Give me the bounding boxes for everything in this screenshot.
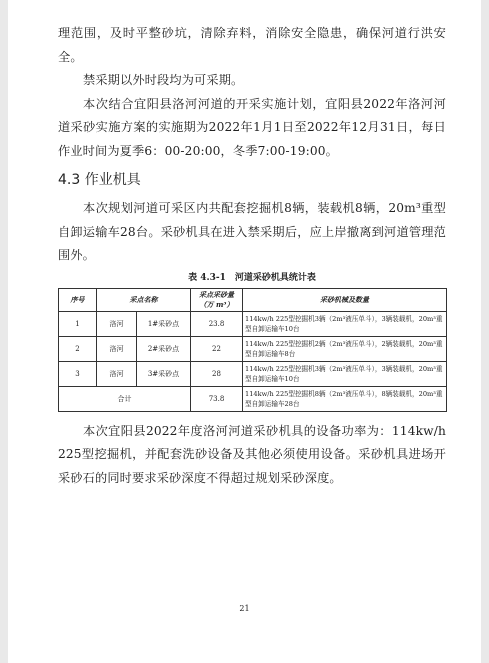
table-row	[59, 311, 447, 336]
paragraph-implementation-period: 本次结合宜阳县洛河河道的开采实施计划，宜阳县2022年洛河河道采砂实施方案的实施期为2022年1月1日至2022年12月31日，每日作业时间为夏季6：00-20:00，冬季7:00-19:00。	[58, 96, 446, 158]
cell-river: 洛河	[97, 311, 137, 336]
cell-amount: 28	[191, 361, 243, 386]
cell-point: 2#采砂点	[137, 336, 191, 361]
paragraph-scope: 理范围，及时平整砂坑，清除弃料，消除安全隐患，确保河道行洪安全。	[58, 26, 446, 64]
header-machines: 采砂机械及数量	[243, 288, 447, 311]
page-content	[58, 22, 446, 490]
section-heading: 4.3 作业机具	[58, 172, 141, 188]
cell-no: 2	[59, 336, 97, 361]
table-header-row	[59, 288, 447, 311]
table-total-row	[59, 386, 447, 411]
cell-river: 洛河	[97, 361, 137, 386]
paragraph-equipment-intro: 本次规划河道可采区内共配套挖掘机8辆，装载机8辆，20m³重型自卸运输车28台。采砂机具在进入禁采期后，应上岸撤离到河道管理范围外。	[58, 201, 446, 262]
table-row	[59, 336, 447, 361]
document-page	[8, 0, 481, 663]
cell-no: 1	[59, 311, 97, 336]
cell-machines: 114kw/h 225型挖掘机2辆（2m³液压单斗），2辆装载机，20m³重型自卸运输车8台	[243, 336, 447, 361]
cell-point: 3#采砂点	[137, 361, 191, 386]
header-point-name: 采点名称	[97, 288, 191, 311]
cell-no: 3	[59, 361, 97, 386]
cell-total-label: 合计	[59, 386, 191, 411]
header-no: 序号	[59, 288, 97, 311]
table-caption: 表 4.3-1 河道采砂机具统计表	[188, 272, 316, 283]
equipment-table	[58, 288, 447, 412]
cell-river: 洛河	[97, 336, 137, 361]
cell-amount: 22	[191, 336, 243, 361]
table-row	[59, 361, 447, 386]
paragraph-equipment-power: 本次宜阳县2022年度洛河河道采砂机具的设备功率为：114kw/h 225型挖掘机，并配套洗砂设备及其他必须使用设备。采砂机具进场开采砂石的同时要求采砂深度不得超过规划采砂深度。	[58, 423, 446, 485]
cell-point: 1#采砂点	[137, 311, 191, 336]
cell-machines: 114kw/h 225型挖掘机3辆（2m³液压单斗），3辆装载机，20m³重型自卸运输车10台	[243, 361, 447, 386]
paragraph-allowed-period: 禁采期以外时段均为可采期。	[83, 73, 244, 87]
cell-total-machines: 114kw/h 225型挖掘机8辆（2m³液压单斗），8辆装载机，20m³重型自卸运输车28台	[243, 386, 447, 411]
cell-machines: 114kw/h 225型挖掘机3辆（2m³液压单斗），3辆装载机，20m³重型自卸运输车10台	[243, 311, 447, 336]
page-number: 21	[239, 604, 250, 613]
header-amount: 采点采砂量（万 m³）	[191, 288, 243, 311]
cell-total-amount: 73.8	[191, 386, 243, 411]
cell-amount: 23.8	[191, 311, 243, 336]
